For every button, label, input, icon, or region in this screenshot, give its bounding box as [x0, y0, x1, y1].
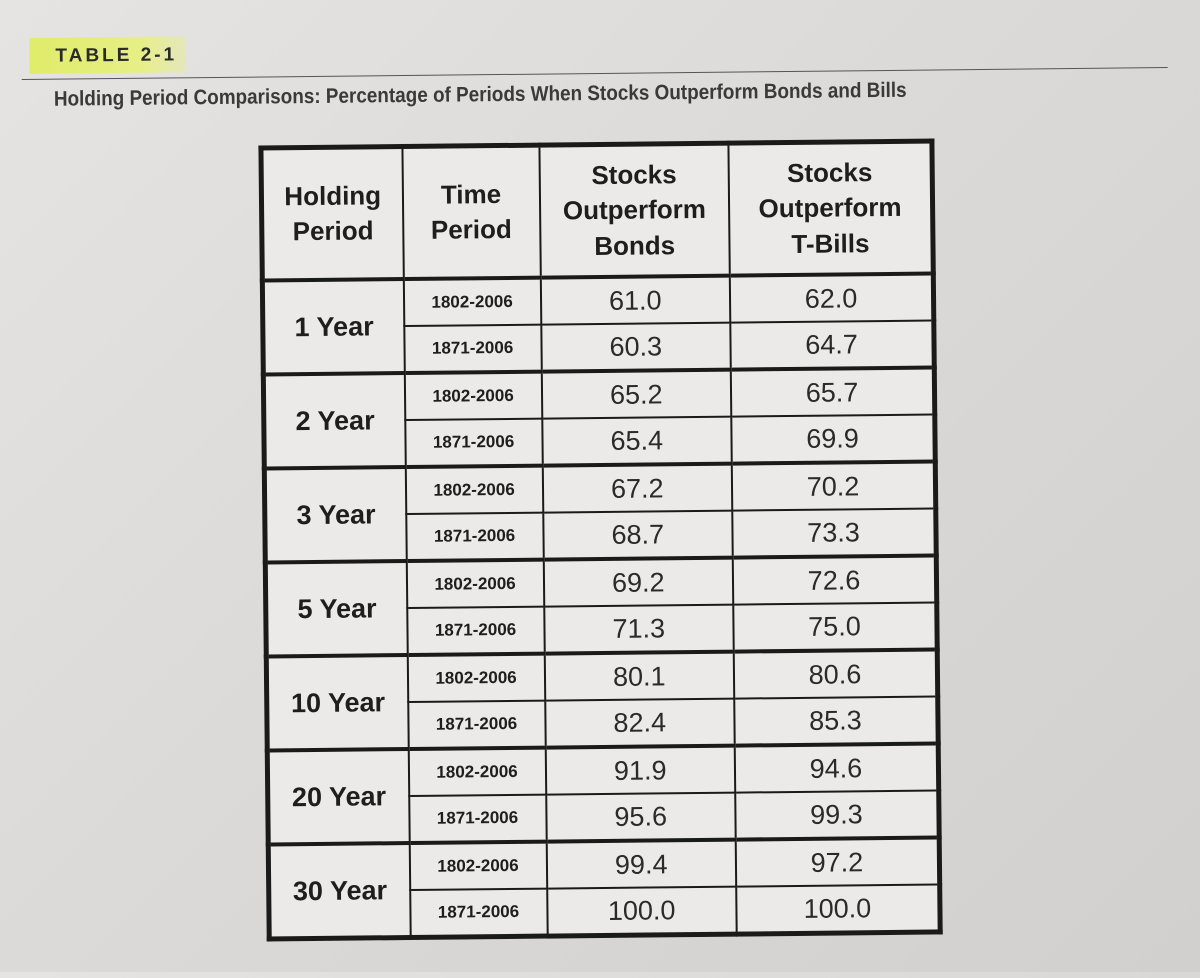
tbills-value-cell: 65.7: [731, 367, 935, 416]
bonds-value-cell: 65.4: [542, 417, 732, 466]
header-bonds-line: Outperform: [562, 194, 707, 226]
tbills-value-cell: 64.7: [730, 320, 934, 369]
bonds-value-cell: 65.2: [541, 370, 731, 419]
tbills-value-cell: 94.6: [735, 743, 939, 792]
header-stocks-outperform-bonds: [539, 143, 730, 277]
time-period-cell: 1802-2006: [407, 654, 545, 702]
table-caption: Holding Period Comparisons: Percentage of Periods When Stocks Outperform Bonds and Bills: [53, 78, 907, 111]
time-period-cell: 1871-2006: [408, 701, 546, 749]
bonds-value-cell: 80.1: [544, 652, 734, 701]
tbills-value-cell: 70.2: [732, 461, 936, 510]
header-tbills-line: T-Bills: [791, 227, 870, 259]
table-row: [268, 837, 939, 891]
bonds-value-cell: 99.4: [546, 840, 736, 889]
header-bonds-line: Stocks: [591, 159, 677, 191]
bonds-value-cell: 82.4: [545, 699, 735, 748]
header-holding-period-line: Holding: [284, 180, 382, 212]
table-row: [263, 367, 934, 421]
bonds-value-cell: 67.2: [542, 464, 732, 513]
table-label: TABLE 2-1: [29, 36, 185, 74]
header-time-period-line: Time: [440, 178, 502, 210]
table-row: [266, 649, 937, 703]
bonds-value-cell: 71.3: [544, 605, 734, 654]
time-period-cell: 1802-2006: [404, 372, 542, 420]
header-rule: [22, 67, 1168, 80]
tbills-value-cell: 62.0: [730, 273, 934, 322]
time-period-cell: 1802-2006: [406, 560, 544, 608]
holding-period-cell: 2 Year: [263, 373, 405, 468]
table-row: [265, 555, 936, 609]
tbills-value-cell: 85.3: [734, 696, 938, 745]
time-period-cell: 1871-2006: [406, 513, 544, 561]
header-tbills-line: Outperform: [758, 192, 902, 224]
time-period-cell: 1802-2006: [403, 278, 541, 326]
tbills-value-cell: 73.3: [732, 508, 936, 557]
time-period-cell: 1871-2006: [405, 419, 543, 467]
time-period-cell: 1871-2006: [407, 607, 545, 655]
time-period-cell: 1802-2006: [409, 842, 547, 890]
holding-period-cell: 5 Year: [265, 561, 407, 656]
time-period-cell: 1802-2006: [405, 466, 543, 514]
time-period-cell: 1871-2006: [410, 889, 548, 938]
tbills-value-cell: 97.2: [736, 837, 940, 886]
bonds-value-cell: 100.0: [547, 887, 737, 936]
table-row: [262, 273, 933, 327]
header-row: [261, 141, 933, 281]
tbills-value-cell: 99.3: [735, 790, 939, 839]
holding-period-cell: 3 Year: [264, 467, 406, 562]
holding-period-cell: 20 Year: [267, 749, 409, 844]
holding-period-cell: 10 Year: [266, 655, 408, 750]
tbills-value-cell: 80.6: [734, 649, 938, 698]
bonds-value-cell: 61.0: [540, 276, 730, 325]
header-bonds-line: Bonds: [594, 229, 676, 261]
time-period-cell: 1871-2006: [409, 795, 547, 843]
bonds-value-cell: 68.7: [543, 511, 733, 560]
bonds-value-cell: 60.3: [541, 323, 731, 372]
holding-period-cell: 1 Year: [262, 279, 404, 374]
time-period-cell: 1802-2006: [408, 748, 546, 796]
time-period-cell: 1871-2006: [404, 325, 542, 373]
tbills-value-cell: 100.0: [736, 884, 940, 934]
holding-period-cell: 30 Year: [268, 843, 410, 939]
tbills-value-cell: 72.6: [733, 555, 937, 604]
tbills-value-cell: 69.9: [731, 414, 935, 463]
holding-period-table: [258, 138, 942, 941]
bonds-value-cell: 95.6: [546, 793, 736, 842]
header-holding-period: [261, 147, 403, 281]
bonds-value-cell: 69.2: [543, 558, 733, 607]
header-holding-period-line: Period: [292, 215, 374, 247]
bonds-value-cell: 91.9: [545, 746, 735, 795]
tbills-value-cell: 75.0: [733, 602, 937, 651]
table-row: [267, 743, 938, 797]
header-time-period: [402, 145, 540, 279]
header-time-period-line: Period: [430, 213, 512, 245]
table-row: [264, 461, 935, 515]
header-tbills-line: Stocks: [786, 157, 873, 189]
header-stocks-outperform-tbills: [728, 141, 933, 276]
